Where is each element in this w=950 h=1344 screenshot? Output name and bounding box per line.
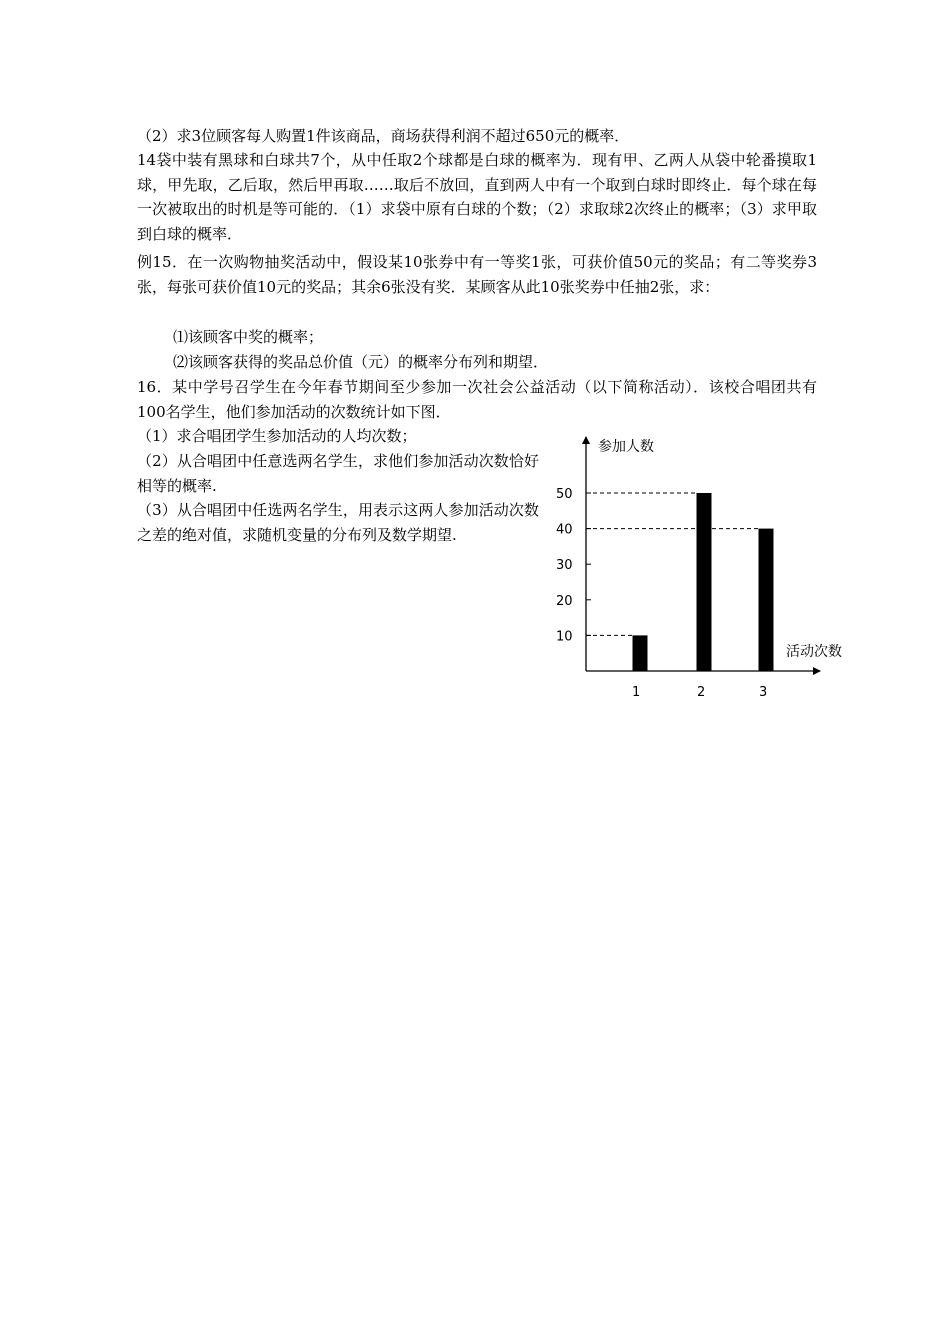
example-15-part-1: ⑴该顾客中奖的概率； [173, 328, 324, 346]
y-tick-label-20: 20 [556, 593, 573, 609]
example-15: 例15．在一次购物抽奖活动中，假设某10张券中有一等奖1张，可获价值50元的奖品；有二等奖券3张，每张可获价值10元的奖品；其余6张没有奖．某顾客从此10张奖券中任抽2张，求： [137, 253, 817, 296]
x-tick-label-3: 3 [759, 685, 768, 700]
x-tick-labels [632, 685, 767, 700]
problem-16-part-2: （2）从合唱团中任意选两名学生，求他们参加活动次数恰好相等的概率. [137, 452, 539, 495]
bar-3 [759, 529, 774, 671]
activity-count-bar-chart [540, 425, 860, 705]
problem-16-part-1: （1）求合唱团学生参加活动的人均次数； [137, 427, 417, 445]
y-tick-label-50: 50 [556, 487, 573, 502]
y-tick-label-10: 10 [556, 629, 573, 645]
bar-2 [697, 493, 712, 671]
example-15-part-2: ⑵该顾客获得的奖品总价值（元）的概率分布列和期望． [173, 353, 549, 371]
bar-1 [633, 635, 648, 671]
y-axis-label: 参加人数 [598, 439, 654, 455]
x-axis-label: 活动次数 [786, 644, 842, 660]
y-tick-label-40: 40 [556, 522, 573, 538]
bars [633, 493, 774, 671]
problem-16-part-3: （3）从合唱团中任选两名学生，用表示这两人参加活动次数之差的绝对值，求随机变量的分布列及数学期望. [137, 501, 539, 544]
problem-14: 14袋中装有黑球和白球共7个，从中任取2个球都是白球的概率为．现有甲、乙两人从袋中轮番摸取1球，甲先取，乙后取，然后甲再取……取后不放回，直到两人中有一个取到白球时即终止．每个球在每一次被取出的时机是等可能的．（1）求袋中原有白球的个数；（2）求取球2次终止的概率；（3）求甲取到白球的概率． [137, 151, 817, 243]
dashed-guide-lines [586, 493, 759, 635]
y-tick-label-30: 30 [556, 558, 573, 574]
x-tick-label-1: 1 [632, 685, 641, 700]
problem-16: 16．某中学号召学生在今年春节期间至少参加一次社会公益活动（以下简称活动）．该校合唱团共有100名学生，他们参加活动的次数统计如下图． [137, 378, 817, 421]
problem-13-part-2: （2）求3位顾客每人购置1件该商品，商场获得利润不超过650元的概率． [137, 127, 630, 145]
x-tick-label-2: 2 [697, 685, 706, 700]
